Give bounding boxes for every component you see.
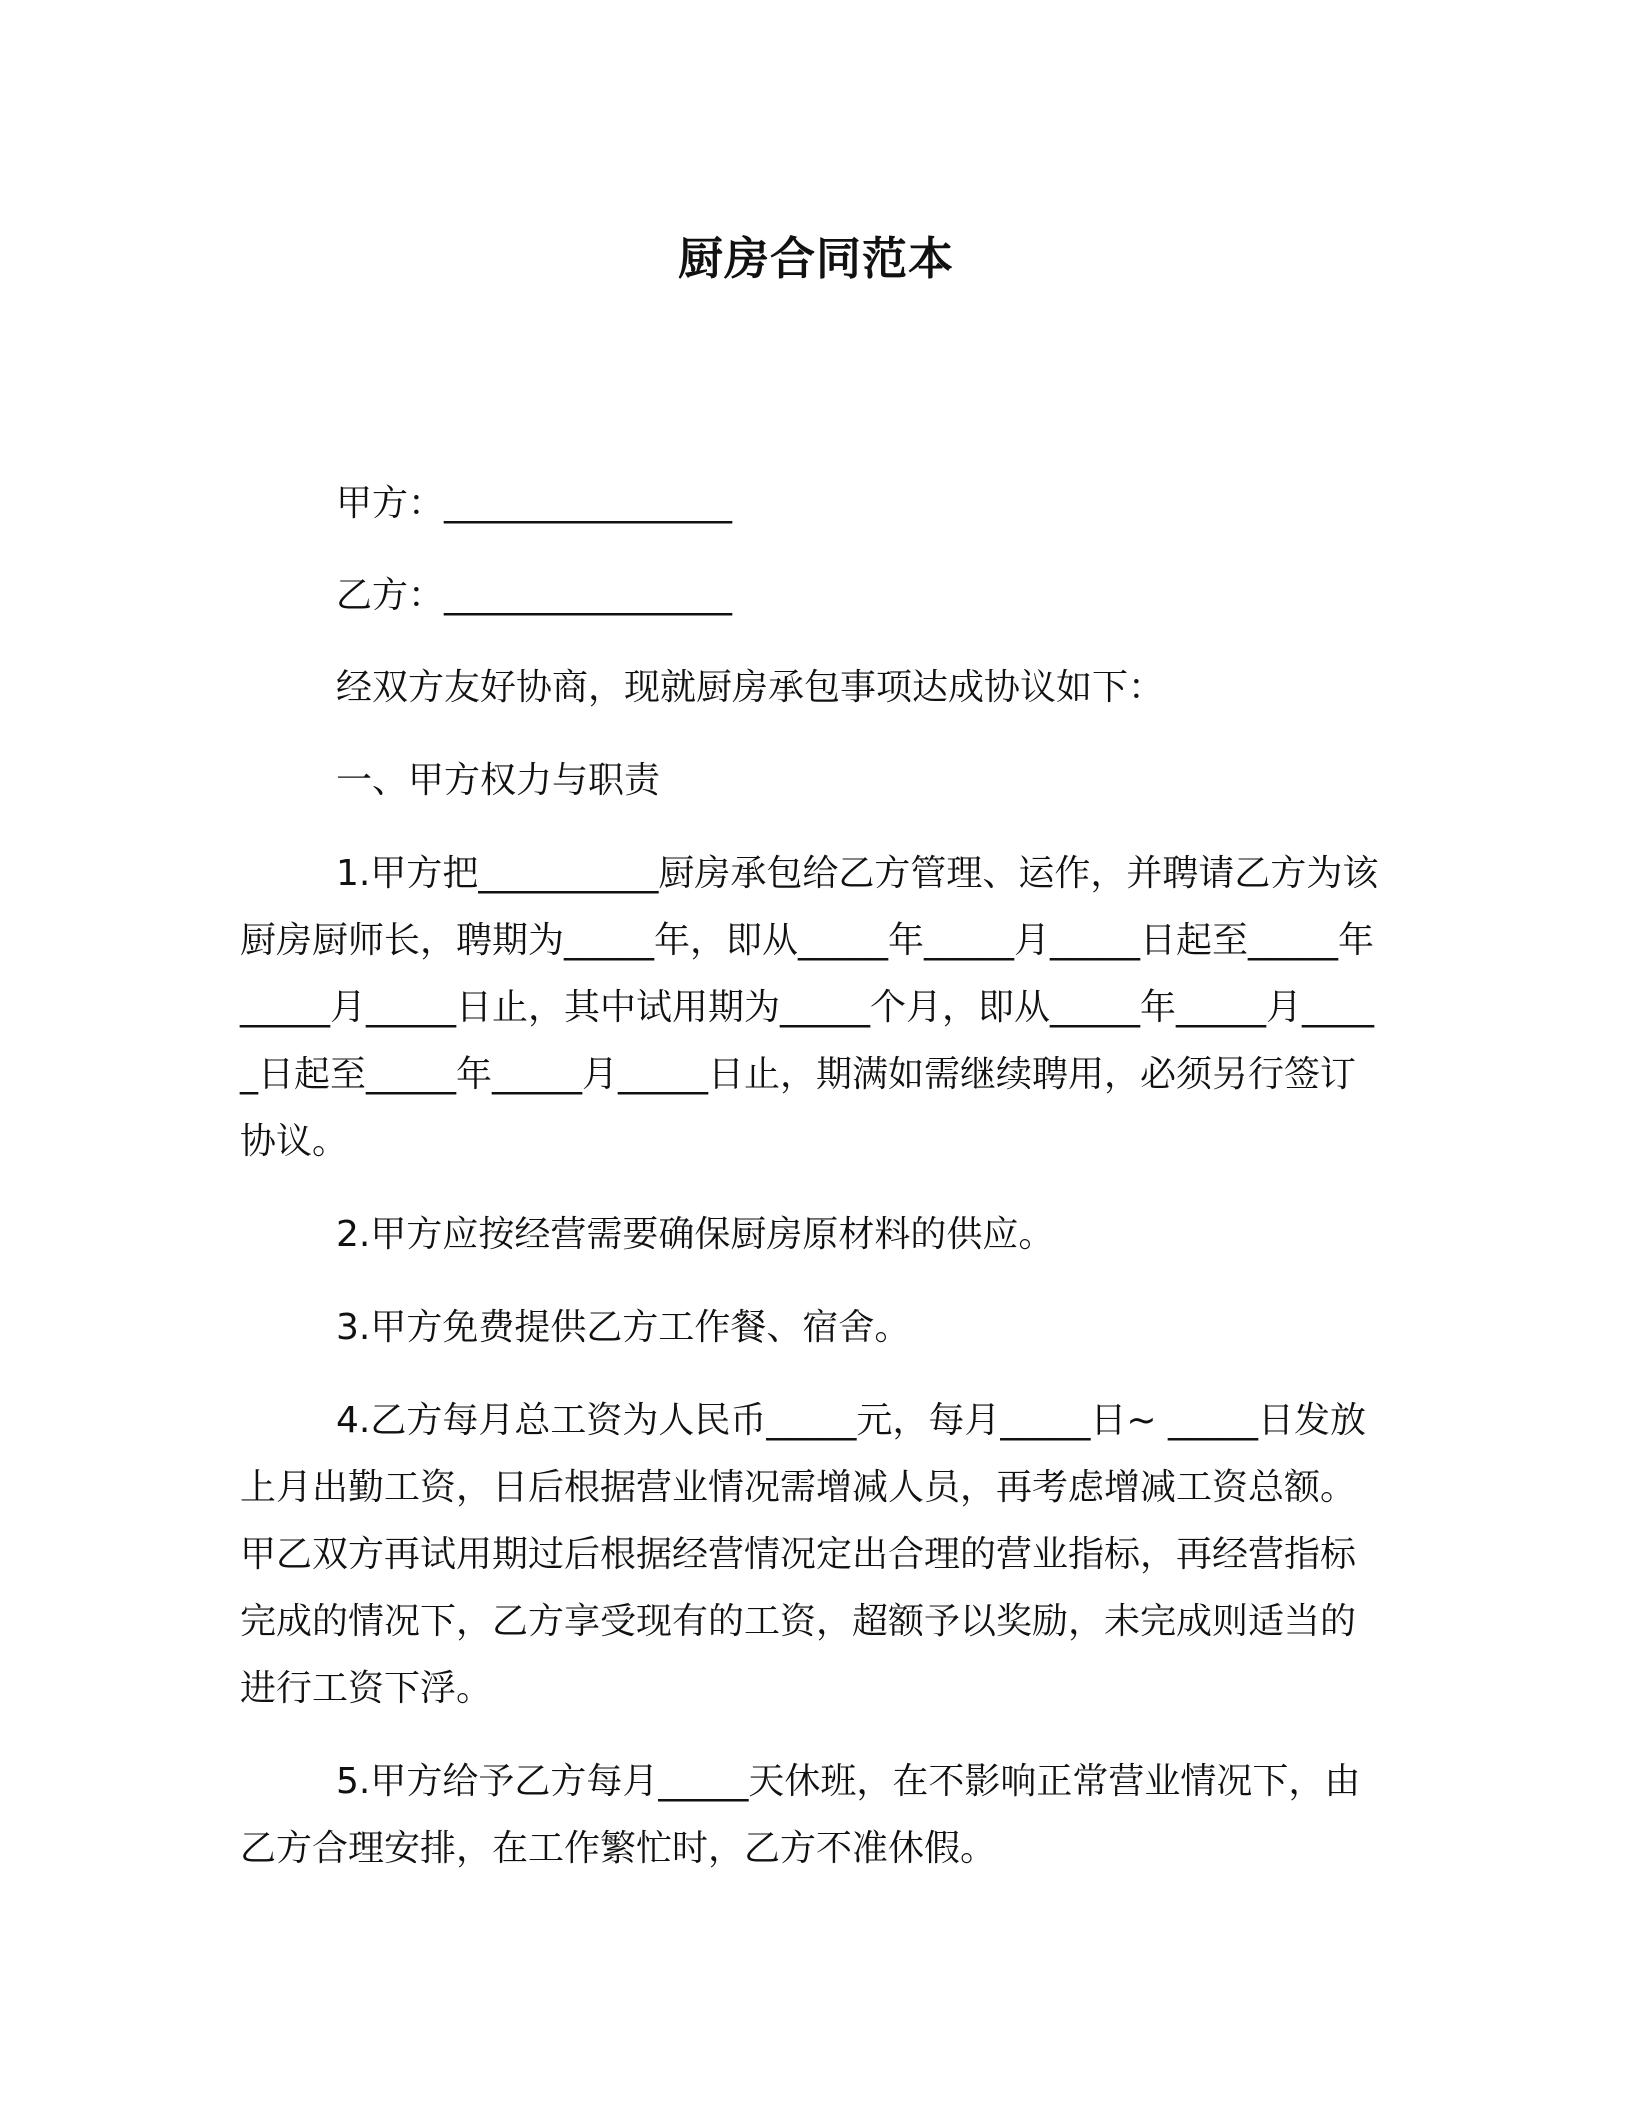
clause-3: 3.甲方免费提供乙方工作餐、宿舍。 [336,1307,911,1348]
clause-4: 4.乙方每月总工资为人民币_____元，每月_____日~ _____日发放上月出勤工资，日后根据营业情况需增减人员，再考虑增减工资总额。甲乙双方再试用期过后根据经营情况定出合理的营业指标，再经营指标完成的情况下，乙方享受现有的工资，超额予以奖励，未完成则适当的进行工资下浮。 [240,1400,1366,1709]
party-a-line: 甲方：________________ [336,483,733,524]
document-body [240,470,1380,1908]
party-b-line: 乙方：________________ [336,575,733,616]
clause-5: 5.甲方给予乙方每月_____天休班，在不影响正常营业情况下，由乙方合理安排，在工作繁忙时，乙方不准休假。 [240,1761,1361,1869]
clause-1: 1.甲方把__________厨房承包给乙方管理、运作，并聘请乙方为该厨房厨师长，聘期为_____年，即从_____年_____月_____日起至_____年_____月_____日止，其中试用期为_____个月，即从_____年_____月_____日起至_____年_____月_____日止，期满如需继续聘用，必须另行签订协议。 [240,853,1379,1162]
document-title: 厨房合同范本 [677,232,954,285]
section-heading: 一、甲方权力与职责 [336,760,661,801]
intro-paragraph: 经双方友好协商，现就厨房承包事项达成协议如下： [336,667,1165,708]
clause-2: 2.甲方应按经营需要确保厨房原材料的供应。 [336,1214,1055,1255]
